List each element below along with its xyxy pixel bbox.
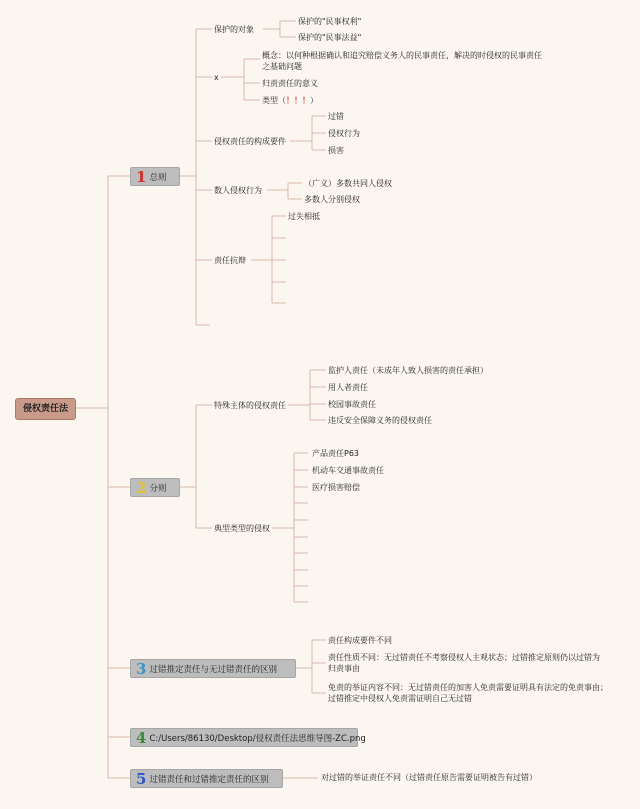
topic-employer-liability[interactable]: 用人者责任 — [328, 383, 368, 392]
branch-number-5: 5 — [136, 770, 147, 788]
topic-tort-act[interactable]: 侵权行为 — [328, 129, 360, 138]
topic-typical-torts[interactable]: 典型类型的侵权 — [214, 524, 270, 533]
topic-campus-accident[interactable]: 校园事故责任 — [328, 400, 376, 409]
topic-product-liability[interactable]: 产品责任P63 — [312, 449, 360, 458]
topic-civil-rights[interactable]: 保护的"民事权利" — [298, 17, 362, 26]
branch-number-2: 2 — [136, 479, 147, 497]
topic-civil-interests[interactable]: 保护的"民事法益" — [298, 33, 362, 42]
topic-exemption-proof-differs[interactable]: 免责的举证内容不同：无过错责任的加害人免责需要证明具有法定的免责事由；过错推定中侵权人免责需证明自己无过错 — [328, 683, 608, 703]
topic-concept[interactable]: 概念：以何种根据确认和追究赔偿义务人的民事责任，解决的时侵权的民事责任之基础问题 — [262, 51, 542, 71]
topic-constituent-elements[interactable]: 侵权责任的构成要件 — [214, 137, 286, 146]
branch-specific-provisions[interactable] — [130, 478, 180, 497]
branch-image-path[interactable] — [130, 728, 366, 747]
topic-medical-damage[interactable]: 医疗损害赔偿 — [312, 483, 360, 492]
topic-damage[interactable]: 损害 — [328, 146, 344, 155]
branch-general-provisions[interactable] — [130, 167, 180, 186]
branch-label: C:/Users/86130/Desktop/侵权责任法思维导图-ZC.png — [149, 734, 366, 744]
topic-meaning[interactable]: 归责责任的意义 — [262, 79, 318, 88]
topic-protected-objects[interactable]: 保护的对象 — [214, 25, 254, 34]
types-close: ） — [310, 96, 318, 105]
types-label: 类型（ — [262, 96, 286, 105]
topic-multi-party-tort[interactable]: 数人侵权行为 — [214, 186, 262, 195]
topic-types[interactable] — [262, 95, 318, 106]
topic-liability-defense[interactable]: 责任抗辩 — [214, 256, 246, 265]
branch-label: 过错推定责任与无过错责任的区别 — [149, 665, 277, 675]
topic-x[interactable]: x — [214, 73, 219, 82]
branch-fault-vs-presumed-fault[interactable] — [130, 769, 283, 788]
branch-label: 过错责任和过错推定责任的区别 — [149, 775, 269, 785]
branch-presumed-vs-strict-liability[interactable] — [130, 659, 296, 678]
topic-nature-differs[interactable]: 责任性质不同：无过错责任不考察侵权人主观状态；过错推定原则仍以过错为归责事由 — [328, 653, 600, 673]
root-node[interactable]: 侵权责任法 — [15, 398, 76, 420]
topic-elements-differ[interactable]: 责任构成要件不同 — [328, 636, 392, 645]
topic-burden-of-proof[interactable]: 对过错的举证责任不同（过错责任原告需要证明被告有过错） — [321, 773, 537, 782]
branch-label: 分则 — [149, 484, 167, 494]
topic-joint-tort[interactable]: （广义）多数共同人侵权 — [304, 179, 392, 188]
topic-traffic-accident[interactable]: 机动车交通事故责任 — [312, 466, 384, 475]
topic-separate-tort[interactable]: 多数人分别侵权 — [304, 195, 360, 204]
topic-comparative-fault[interactable]: 过失相抵 — [288, 212, 320, 221]
branch-number-4: 4 — [136, 729, 147, 747]
topic-fault[interactable]: 过错 — [328, 112, 344, 121]
branch-number-3: 3 — [136, 660, 147, 678]
topic-guardian-liability[interactable]: 监护人责任（未成年人致人损害的责任承担） — [328, 366, 488, 375]
topic-safety-duty[interactable]: 违反安全保障义务的侵权责任 — [328, 416, 432, 425]
exclamation-marks: ！！！ — [286, 96, 310, 105]
topic-special-subject-liability[interactable]: 特殊主体的侵权责任 — [214, 401, 286, 410]
branch-label: 总则 — [149, 173, 167, 183]
branch-number-1: 1 — [136, 168, 147, 186]
